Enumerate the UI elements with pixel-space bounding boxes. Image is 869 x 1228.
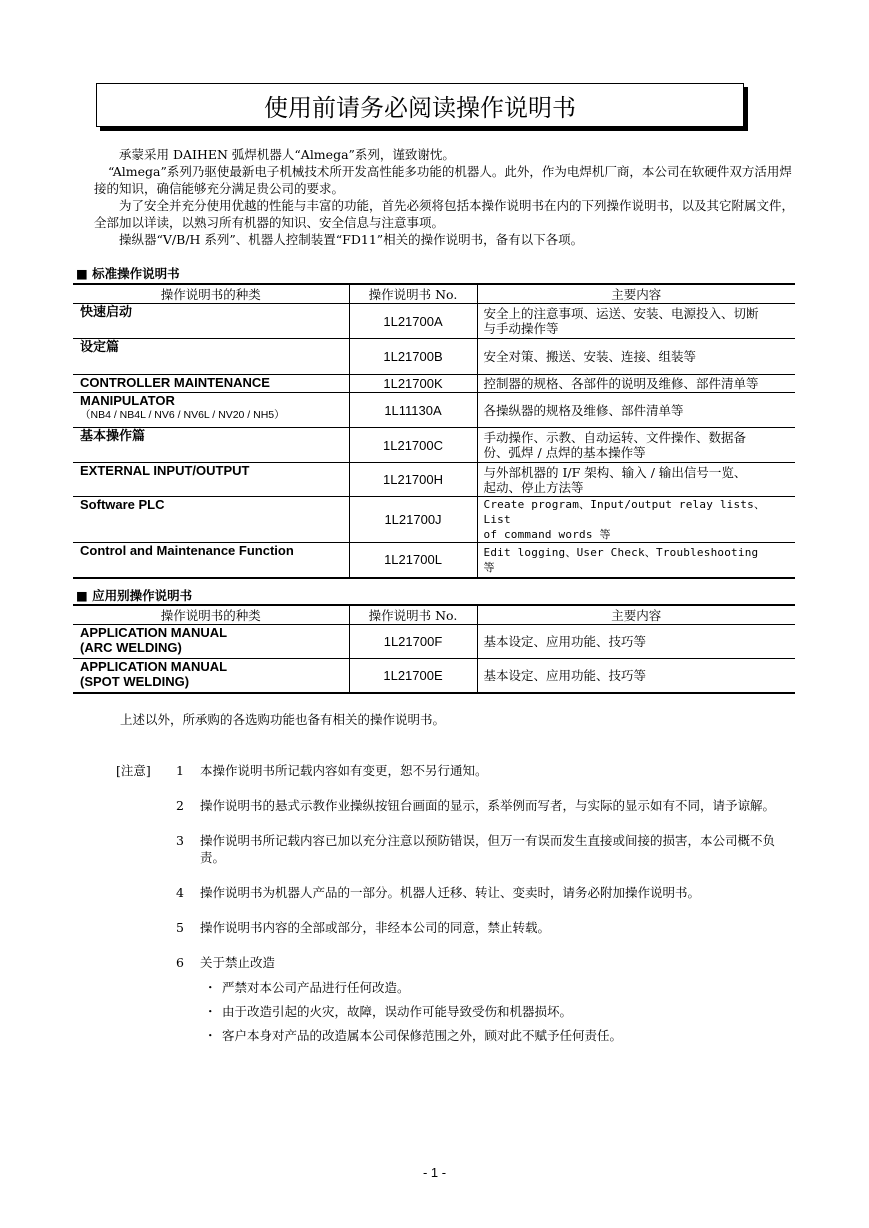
- manual-kind-line: APPLICATION MANUAL: [80, 659, 228, 674]
- section-heading-standard: ■ 标准操作说明书: [76, 266, 180, 281]
- note-item: [116, 954, 796, 1048]
- manual-number: 1L21700K: [349, 375, 477, 393]
- bullet-dot-icon: ・: [204, 1028, 217, 1043]
- content-line: 等: [483, 560, 495, 574]
- note-text: 操作说明书的悬式示教作业操纵按钮台画面的显示，系举例而写者，与实际的显示如有不同，请予谅解。: [200, 798, 776, 813]
- manual-kind: [73, 659, 349, 693]
- table-row: [73, 659, 795, 693]
- intro-paragraph: 为了安全并充分使用优越的性能与丰富的功能，首先必须将包括本操作说明书在内的下列操作说明书，以及其它附属文件，全部加以详读，以熟习所有机器的知识、安全信息与注意事项。: [94, 198, 795, 230]
- column-header: 操作说明书 No.: [349, 284, 477, 304]
- content-line: 安全上的注意事项、运送、安装、电源投入、切断: [483, 306, 759, 321]
- content-line: 份、弧焊 / 点焊的基本操作等: [483, 445, 646, 460]
- bullet-item: [200, 1000, 796, 1024]
- manual-content: 基本设定、应用功能、技巧等: [477, 659, 795, 693]
- standard-manuals-table: [73, 283, 795, 579]
- manual-kind: CONTROLLER MAINTENANCE: [73, 375, 349, 393]
- content-line: 与外部机器的 I/F 架构、输入 / 输出信号一览、: [483, 464, 747, 480]
- bullet-text: 严禁对本公司产品进行任何改造。: [222, 980, 410, 995]
- application-manuals-table: [73, 604, 795, 694]
- content-line: of command words 等: [483, 528, 611, 541]
- column-header: 主要内容: [477, 605, 795, 625]
- document-title: 使用前请务必阅读操作说明书: [96, 83, 744, 127]
- modification-bullets: [200, 976, 796, 1048]
- table-row: [73, 463, 795, 497]
- table-row: [73, 393, 795, 428]
- bullet-dot-icon: ・: [204, 980, 217, 995]
- content-line: Create program、Input/output relay lists、List: [483, 498, 766, 526]
- manual-number: 1L21700E: [349, 659, 477, 693]
- note-item: [116, 832, 796, 866]
- manual-number: 1L21700C: [349, 428, 477, 463]
- table-header-row: [73, 605, 795, 625]
- table-row: [73, 375, 795, 393]
- column-header: 操作说明书 No.: [349, 605, 477, 625]
- manual-kind: 设定篇: [73, 339, 349, 375]
- table-row: [73, 497, 795, 543]
- manual-content: [477, 304, 795, 339]
- manual-content: [477, 543, 795, 578]
- manual-number: 1L21700H: [349, 463, 477, 497]
- manual-kind: [73, 625, 349, 659]
- note-number: 6: [176, 955, 184, 970]
- column-header: 主要内容: [477, 284, 795, 304]
- intro-paragraph: 操纵器“V/B/H 系列”、机器人控制装置“FD11”相关的操作说明书，备有以下各项。: [119, 232, 584, 247]
- content-line: 手动操作、示教、自动运转、文件操作、数据备: [483, 430, 747, 445]
- manual-content: [477, 463, 795, 497]
- note-item: [116, 762, 796, 779]
- column-header: 操作说明书的种类: [73, 605, 349, 625]
- page-number: - 1 -: [422, 1165, 447, 1180]
- table-row: [73, 625, 795, 659]
- note-text: 本操作说明书所记载内容如有变更，恕不另行通知。: [200, 763, 488, 778]
- note-number: 1: [176, 763, 184, 778]
- manual-kind: Software PLC: [73, 497, 349, 543]
- bullet-item: [200, 1024, 796, 1048]
- notes-section: [116, 762, 796, 1066]
- section-heading-application: ■ 应用别操作说明书: [76, 588, 193, 603]
- bullet-text: 由于改造引起的火灾，故障，误动作可能导致受伤和机器损坏。: [222, 1004, 573, 1019]
- note-number: 2: [176, 798, 184, 813]
- manual-number: 1L21700F: [349, 625, 477, 659]
- manual-kind-models: （NB4 / NB4L / NV6 / NV6L / NV20 / NH5）: [80, 409, 285, 421]
- manual-number: 1L21700J: [349, 497, 477, 543]
- table-row: [73, 543, 795, 578]
- note-text: 操作说明书为机器人产品的一部分。机器人迁移、转让、变卖时，请务必附加操作说明书。: [200, 885, 701, 900]
- bullet-item: [200, 976, 796, 1000]
- manual-content: 控制器的规格、各部件的说明及维修、部件清单等: [477, 375, 795, 393]
- note-text: 操作说明书所记载内容已加以充分注意以预防错误，但万一有误而发生直接或间接的损害，本公司概不负责。: [200, 833, 776, 865]
- manual-number: 1L21700L: [349, 543, 477, 578]
- manual-number: 1L11130A: [349, 393, 477, 428]
- note-text: 关于禁止改造: [200, 955, 276, 970]
- manual-kind-title: MANIPULATOR: [80, 393, 175, 408]
- manual-content: 各操纵器的规格及维修、部件清单等: [477, 393, 795, 428]
- bullet-text: 客户本身对产品的改造属本公司保修范围之外，顾对此不赋予任何责任。: [222, 1028, 623, 1043]
- manual-content: [477, 428, 795, 463]
- manual-kind-line: APPLICATION MANUAL: [80, 625, 228, 640]
- table-row: [73, 428, 795, 463]
- content-line: 与手动操作等: [483, 321, 559, 336]
- column-header: 操作说明书的种类: [73, 284, 349, 304]
- note-number: 4: [176, 885, 184, 900]
- table-header-row: [73, 284, 795, 304]
- bullet-dot-icon: ・: [204, 1004, 217, 1019]
- note-number: 3: [176, 833, 184, 848]
- manual-content: 基本设定、应用功能、技巧等: [477, 625, 795, 659]
- manual-kind-line: (SPOT WELDING): [80, 674, 190, 689]
- intro-text: [94, 146, 794, 248]
- note-text: 操作说明书内容的全部或部分，非经本公司的同意，禁止转载。: [200, 920, 551, 935]
- note-item: [116, 919, 796, 936]
- manual-kind: Control and Maintenance Function: [73, 543, 349, 578]
- content-line: Edit logging、User Check、Troubleshooting: [483, 545, 759, 559]
- intro-paragraph: “Almega”系列乃驱使最新电子机械技术所开发高性能多功能的机器人。此外，作为电焊机厂商，本公司在软硬件双方活用焊接的知识，确信能够充分满足贵公司的要求。: [94, 164, 792, 196]
- manual-kind: [73, 393, 349, 428]
- manual-kind: 基本操作篇: [73, 428, 349, 463]
- additional-manuals-note: 上述以外，所承购的各选购功能也备有相关的操作说明书。: [120, 712, 446, 727]
- manual-kind-line: (ARC WELDING): [80, 640, 182, 655]
- table-row: [73, 304, 795, 339]
- note-item: [116, 884, 796, 901]
- manual-kind: EXTERNAL INPUT/OUTPUT: [73, 463, 349, 497]
- table-row: [73, 339, 795, 375]
- notes-label: [注意]: [116, 763, 151, 778]
- intro-paragraph: 承蒙采用 DAIHEN 弧焊机器人“Almega”系列，谨致谢忱。: [119, 147, 455, 162]
- note-item: [116, 797, 796, 814]
- manual-content: [477, 497, 795, 543]
- note-number: 5: [176, 920, 184, 935]
- content-line: 起动、停止方法等: [483, 479, 584, 495]
- manual-number: 1L21700A: [349, 304, 477, 339]
- manual-number: 1L21700B: [349, 339, 477, 375]
- manual-kind: 快速启动: [73, 304, 349, 339]
- manual-content: 安全对策、搬送、安装、连接、组装等: [477, 339, 795, 375]
